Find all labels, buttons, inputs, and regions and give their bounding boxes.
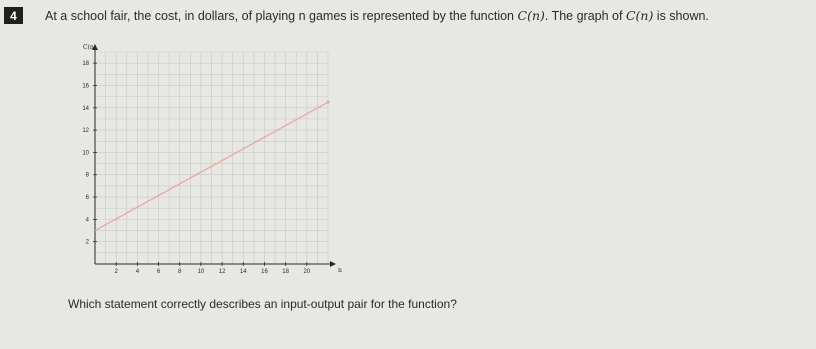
question-number-badge: 4 bbox=[4, 7, 23, 24]
x-tick-label: 18 bbox=[282, 269, 289, 275]
y-tick-label: 12 bbox=[82, 128, 89, 135]
x-tick-label: 10 bbox=[197, 269, 205, 275]
y-axis-label: C(n) bbox=[83, 44, 97, 51]
x-tick-label: 14 bbox=[239, 269, 247, 275]
question-text-part-3: is shown. bbox=[653, 9, 709, 23]
tick-labels bbox=[82, 44, 342, 275]
y-tick-label: 18 bbox=[82, 61, 89, 68]
x-tick-label: 6 bbox=[156, 269, 161, 275]
y-tick-label: 6 bbox=[85, 195, 89, 202]
y-tick-label: 16 bbox=[82, 83, 89, 90]
x-tick-label: 12 bbox=[218, 269, 226, 275]
question-text-part-1: At a school fair, the cost, in dollars, of playing n games is represented by the function bbox=[45, 9, 518, 23]
x-axis-label: n bbox=[338, 267, 342, 274]
question-prompt: Which statement correctly describes an input-output pair for the function? bbox=[68, 297, 457, 311]
grid-lines bbox=[95, 52, 328, 264]
function-notation-2: C(n) bbox=[625, 8, 654, 23]
x-axis-arrow-icon bbox=[330, 261, 336, 267]
question-text-part-2: . The graph of bbox=[544, 9, 626, 23]
x-tick-label: 8 bbox=[178, 269, 182, 275]
x-tick-label: 16 bbox=[261, 269, 268, 275]
line-end-point bbox=[326, 101, 329, 104]
function-notation-1: C(n) bbox=[517, 8, 545, 23]
y-tick-label: 10 bbox=[82, 150, 89, 157]
axes bbox=[92, 44, 336, 267]
x-tick-label: 20 bbox=[303, 269, 311, 275]
y-tick-label: 4 bbox=[85, 217, 89, 224]
data-series bbox=[95, 101, 330, 231]
y-tick-label: 14 bbox=[82, 105, 89, 112]
y-tick-label: 8 bbox=[85, 172, 89, 179]
x-tick-label: 2 bbox=[114, 269, 118, 275]
x-tick-label: 4 bbox=[135, 269, 140, 275]
y-tick-label: 2 bbox=[85, 239, 89, 246]
